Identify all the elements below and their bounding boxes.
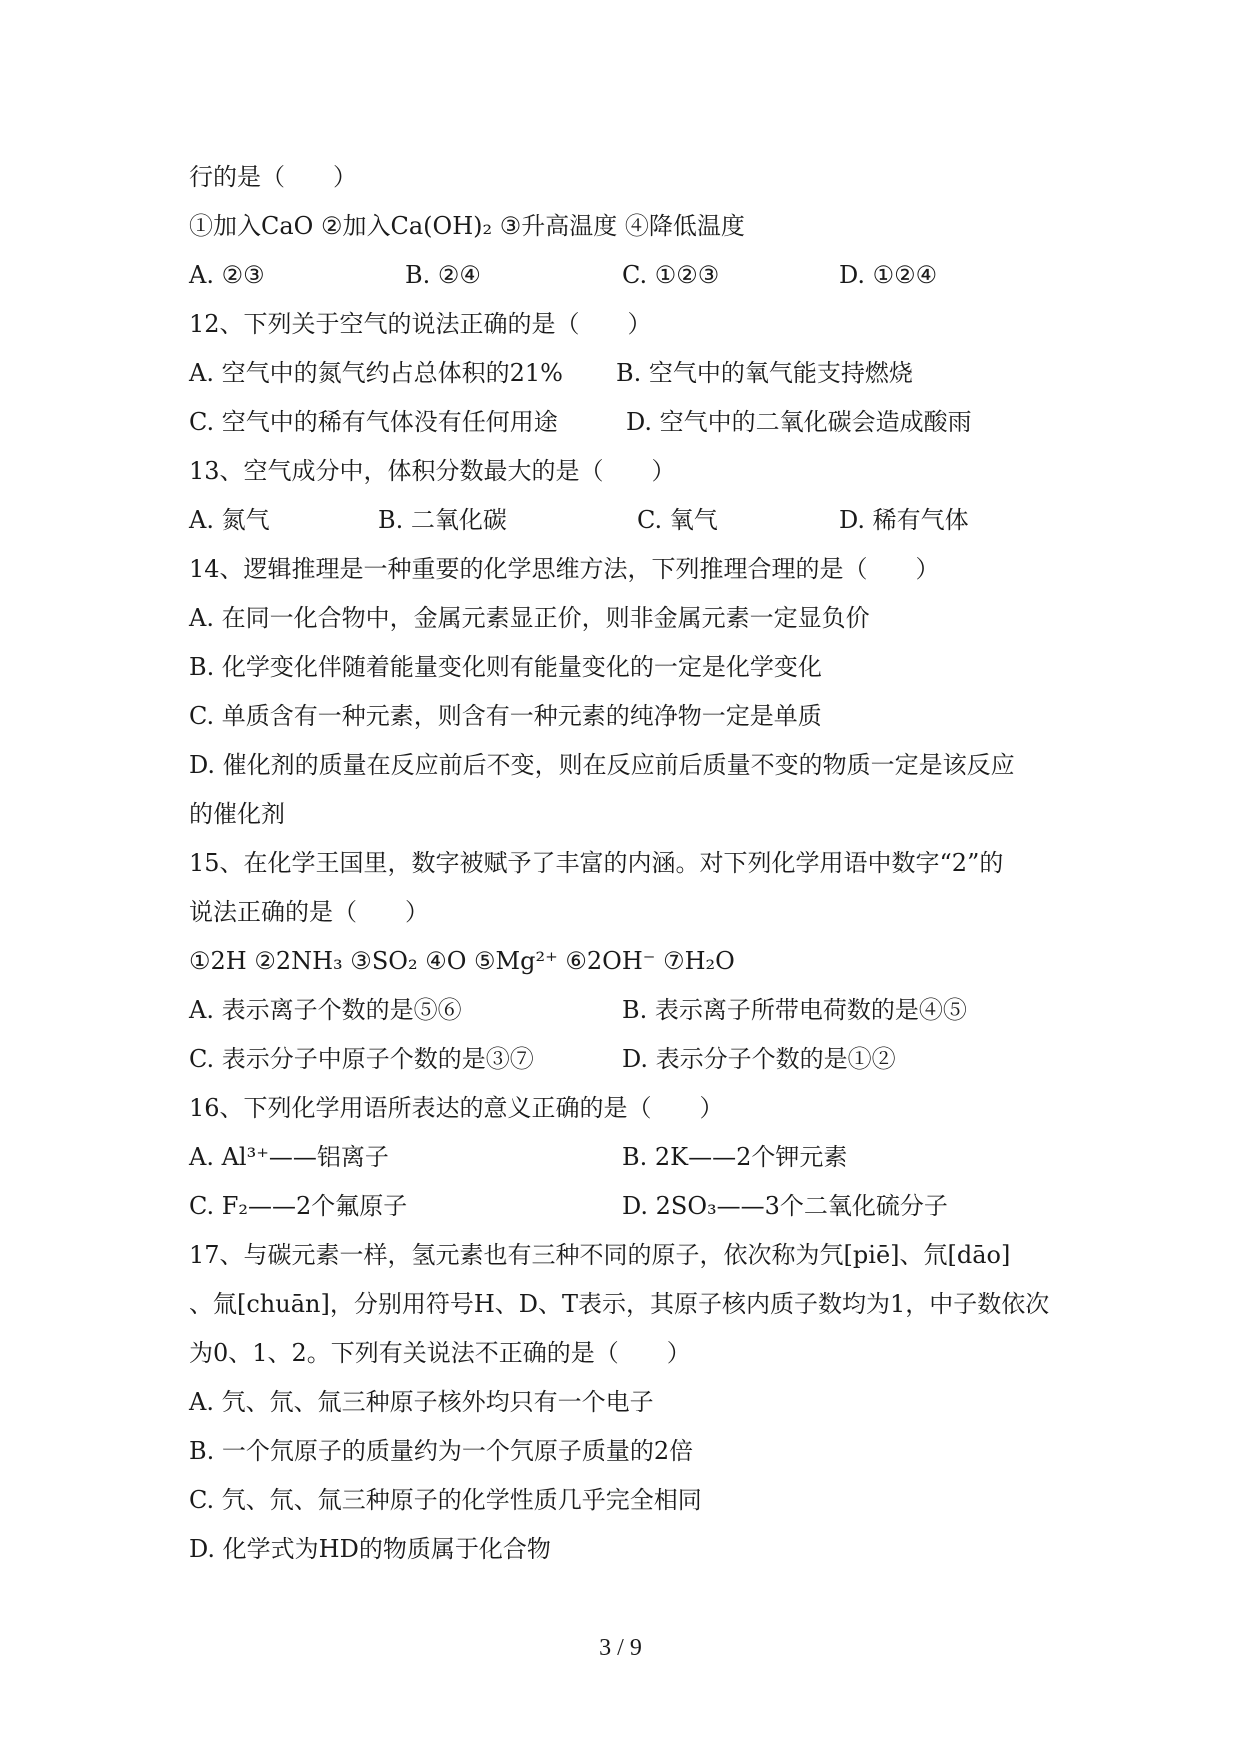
q15-option-a: A. 表示离子个数的是⑤⑥ (189, 996, 462, 1024)
q11-options-row (0, 260, 1241, 290)
q11-items: ①加入CaO ②加入Ca(OH)₂ ③升高温度 ④降低温度 (189, 212, 745, 240)
q14-option-d: D. 催化剂的质量在反应前后不变，则在反应前后质量不变的物质一定是该反应 (189, 751, 1015, 779)
q15-option-b: B. 表示离子所带电荷数的是④⑤ (622, 996, 967, 1024)
page-number: 3 / 9 (599, 1635, 642, 1661)
q17-stem-line-2: 、氚[chuān]，分别用符号H、D、T表示，其原子核内质子数均为1，中子数依次 (189, 1290, 1050, 1318)
q12-option-d: D. 空气中的二氧化碳会造成酸雨 (626, 408, 972, 436)
q16-option-b: B. 2K——2个钾元素 (622, 1143, 848, 1171)
q12-options-row-2 (0, 407, 1241, 437)
q14-option-c: C. 单质含有一种元素，则含有一种元素的纯净物一定是单质 (189, 702, 822, 730)
q14-option-b: B. 化学变化伴随着能量变化则有能量变化的一定是化学变化 (189, 653, 822, 681)
q17-option-b: B. 一个氘原子的质量约为一个氕原子质量的2倍 (189, 1437, 694, 1465)
q16-option-c: C. F₂——2个氟原子 (189, 1192, 408, 1220)
q11-option-b: B. ②④ (405, 261, 481, 289)
q11-option-d: D. ①②④ (839, 261, 938, 289)
q12-option-a: A. 空气中的氮气约占总体积的21% (189, 359, 563, 387)
q12-option-b: B. 空气中的氧气能支持燃烧 (616, 359, 913, 387)
q17-option-c: C. 氕、氘、氚三种原子的化学性质几乎完全相同 (189, 1486, 702, 1514)
q11-option-c: C. ①②③ (622, 261, 720, 289)
q11-option-a: A. ②③ (189, 261, 265, 289)
q14-option-a: A. 在同一化合物中，金属元素显正价，则非金属元素一定显负价 (189, 604, 870, 632)
q15-stem-line-1: 15、在化学王国里，数字被赋予了丰富的内涵。对下列化学用语中数字“2”的 (189, 849, 1004, 877)
q17-option-d: D. 化学式为HD的物质属于化合物 (189, 1535, 551, 1563)
q16-stem: 16、下列化学用语所表达的意义正确的是（ ） (189, 1094, 724, 1122)
q13-option-d: D. 稀有气体 (839, 506, 969, 534)
q15-options-row-2 (0, 1044, 1241, 1074)
q13-option-c: C. 氧气 (637, 506, 718, 534)
q13-option-a: A. 氮气 (189, 506, 270, 534)
q12-options-row-1 (0, 358, 1241, 388)
q13-options-row (0, 505, 1241, 535)
q12-option-c: C. 空气中的稀有气体没有任何用途 (189, 408, 558, 436)
q16-option-d: D. 2SO₃——3个二氧化硫分子 (622, 1192, 948, 1220)
q16-options-row-2 (0, 1191, 1241, 1221)
q15-options-row-1 (0, 995, 1241, 1025)
q15-option-d: D. 表示分子个数的是①② (622, 1045, 896, 1073)
q14-option-d-wrap: 的催化剂 (189, 800, 285, 828)
q15-items: ①2H ②2NH₃ ③SO₂ ④O ⑤Mg²⁺ ⑥2OH⁻ ⑦H₂O (189, 947, 735, 975)
q17-option-a: A. 氕、氘、氚三种原子核外均只有一个电子 (189, 1388, 654, 1416)
q13-option-b: B. 二氧化碳 (378, 506, 507, 534)
q17-stem-line-1: 17、与碳元素一样，氢元素也有三种不同的原子，依次称为氕[piē]、氘[dāo] (189, 1241, 1011, 1269)
q14-stem: 14、逻辑推理是一种重要的化学思维方法，下列推理合理的是（ ） (189, 555, 940, 583)
q16-options-row-1 (0, 1142, 1241, 1172)
q11-stem-tail: 行的是（ ） (189, 163, 357, 191)
q16-option-a: A. Al³⁺——铝离子 (189, 1143, 389, 1171)
q17-stem-line-3: 为0、1、2。下列有关说法不正确的是（ ） (189, 1339, 691, 1367)
q12-stem: 12、下列关于空气的说法正确的是（ ） (189, 310, 652, 338)
q13-stem: 13、空气成分中，体积分数最大的是（ ） (189, 457, 676, 485)
q15-option-c: C. 表示分子中原子个数的是③⑦ (189, 1045, 534, 1073)
q15-stem-line-2: 说法正确的是（ ） (189, 898, 429, 926)
